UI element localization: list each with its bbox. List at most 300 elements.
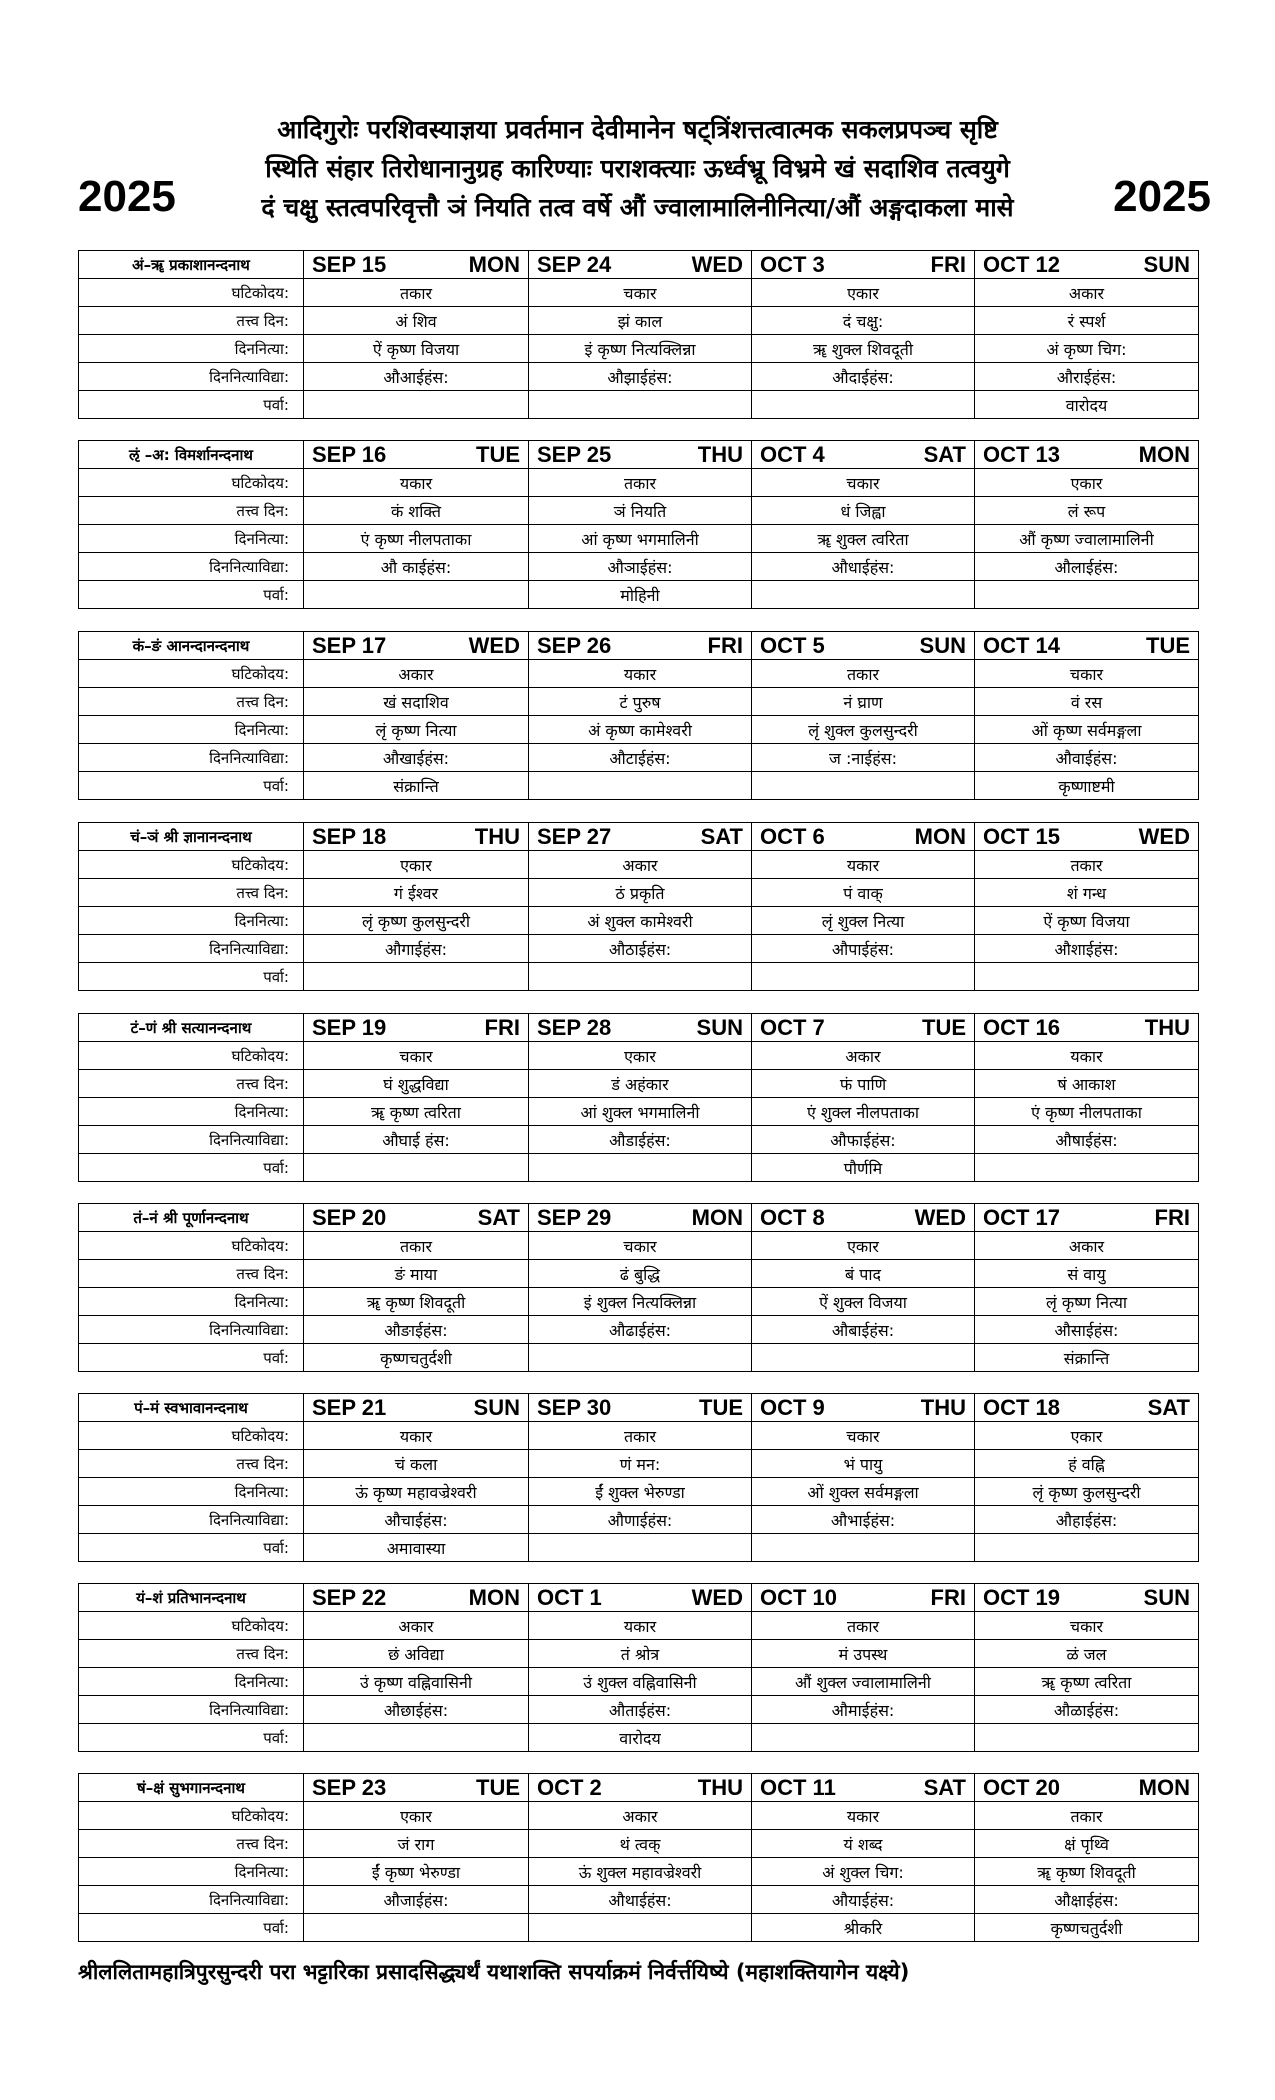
block-title: पं–मं स्वभावानन्दनाथ [79,1394,304,1422]
row-label: दिननित्या: [79,1288,304,1316]
table-row [79,1858,1199,1886]
row-label: पर्वा: [79,1344,304,1372]
header-line-1: आदिगुरोः परशिवस्याज्ञया प्रवर्तमान देवीमानेन षट्‌त्रिंशत्तत्वात्मक सकलप्रपञ्च सृष्टि [277,115,998,144]
row-label: दिननित्या: [79,716,304,744]
table-cell [304,581,529,609]
calendar-block [78,1773,1199,1942]
table-row [79,1830,1199,1858]
block-title: यं–शं प्रतिभानन्दनाथ [79,1584,304,1612]
day-weekday: SUN [1143,251,1190,277]
table-cell: पौर्णमि [752,1154,975,1182]
day-date: OCT 4 [760,441,825,467]
table-cell: सं वायु [975,1260,1199,1288]
row-label: दिननित्याविद्या: [79,744,304,772]
table-cell: तकार [529,469,752,497]
table-cell: एकार [975,469,1199,497]
day-header [975,1584,1199,1612]
table-cell: खं सदाशिव [304,688,529,716]
table-row [79,1450,1199,1478]
table-cell: औझाईहंस: [529,363,752,391]
day-date: OCT 16 [983,1014,1061,1040]
table-cell: एकार [752,1232,975,1260]
row-label: तत्त्व दिन: [79,497,304,525]
table-cell: औडाईहंस: [529,1126,752,1154]
table-cell: ञं नियति [529,497,752,525]
table-cell: वं रस [975,688,1199,716]
table-cell: ॠ कृष्ण शिवदूती [304,1288,529,1316]
day-date: OCT 14 [983,632,1061,658]
table-row [79,1506,1199,1534]
day-date: OCT 11 [760,1774,836,1800]
calendar-block [78,250,1199,419]
block-header-row [79,632,1199,660]
table-cell: एकार [304,1802,529,1830]
table-row [79,1696,1199,1724]
day-date: SEP 24 [537,251,612,277]
day-header [752,1014,975,1042]
table-cell: अमावास्या [304,1534,529,1562]
day-header [752,1584,975,1612]
day-weekday: SUN [696,1014,743,1040]
day-weekday: SAT [1147,1394,1190,1420]
table-cell [529,391,752,419]
table-row [79,363,1199,391]
table-row [79,1668,1199,1696]
day-header [752,251,975,279]
table-row [79,525,1199,553]
table-cell: औछाईहंस: [304,1696,529,1724]
table-cell: ङं माया [304,1260,529,1288]
block-title: ऌं –अ: विमर्शानन्दनाथ [79,441,304,469]
header-line-2: स्थिति संहार तिरोधानानुग्रह कारिण्याः पराशक्त्याः ऊर्ध्वभ्रू विभ्रमे खं सदाशिव तत्वयुगे [265,154,1010,183]
table-cell: औआईहंस: [304,363,529,391]
table-cell: थं त्वक् [529,1830,752,1858]
table-cell: यं शब्द [752,1830,975,1858]
table-cell: औङाईहंस: [304,1316,529,1344]
day-weekday: TUE [699,1394,743,1420]
calendar-block [78,1583,1199,1752]
row-label: दिननित्या: [79,525,304,553]
table-cell: यकार [529,660,752,688]
header-line-3: दं चक्षु स्तत्वपरिवृत्तौ ञं नियति तत्व वर्षे औं ज्वालामालिनीनित्या/औं अङ्गदाकला मासे [261,193,1014,222]
day-weekday: THU [697,441,743,467]
block-header-row [79,1204,1199,1232]
day-date: OCT 7 [760,1014,825,1040]
day-date: SEP 30 [537,1394,612,1420]
day-date: SEP 21 [312,1394,387,1420]
day-weekday: FRI [707,632,743,658]
table-cell [752,391,975,419]
day-date: OCT 19 [983,1584,1061,1610]
day-header [529,441,752,469]
day-header [752,441,975,469]
table-row [79,1232,1199,1260]
table-cell: औळाईहंस: [975,1696,1199,1724]
table-cell: औबाईहंस: [752,1316,975,1344]
table-cell: ठं प्रकृति [529,879,752,907]
row-label: तत्त्व दिन: [79,1830,304,1858]
day-weekday: SAT [923,441,966,467]
table-cell: चकार [529,279,752,307]
table-row [79,907,1199,935]
table-cell: तकार [529,1422,752,1450]
row-label: तत्त्व दिन: [79,688,304,716]
day-weekday: TUE [476,1774,520,1800]
table-cell: लं रूप [975,497,1199,525]
table-row [79,772,1199,800]
day-weekday: MON [1138,1774,1190,1800]
table-cell: एकार [529,1042,752,1070]
table-cell: कृष्णचतुर्दशी [304,1344,529,1372]
day-date: SEP 26 [537,632,612,658]
day-header [975,441,1199,469]
table-cell: मं उपस्थ [752,1640,975,1668]
day-header [529,823,752,851]
table-cell: औहाईहंस: [975,1506,1199,1534]
year-left: 2025 [78,172,176,221]
table-cell: षं आकाश [975,1070,1199,1098]
table-cell: ॠ कृष्ण शिवदूती [975,1858,1199,1886]
table-cell: अकार [304,660,529,688]
table-cell: औघाई हंस: [304,1126,529,1154]
row-label: घटिकोदय: [79,1232,304,1260]
row-label: घटिकोदय: [79,851,304,879]
block-header-row [79,1584,1199,1612]
day-date: OCT 10 [760,1584,838,1610]
table-row [79,391,1199,419]
table-cell: उं शुक्ल वह्निवासिनी [529,1668,752,1696]
row-label: घटिकोदय: [79,1612,304,1640]
table-cell: औधाईहंस: [752,553,975,581]
row-label: दिननित्या: [79,1098,304,1126]
day-date: SEP 25 [537,441,612,467]
row-label: तत्त्व दिन: [79,1070,304,1098]
table-row [79,1260,1199,1288]
table-cell: इं शुक्ल नित्यक्लिन्ना [529,1288,752,1316]
table-cell: यकार [304,469,529,497]
day-weekday: SAT [477,1204,520,1230]
table-cell: यकार [752,1802,975,1830]
table-cell [529,1914,752,1942]
row-label: दिननित्या: [79,907,304,935]
day-date: SEP 16 [312,441,387,467]
day-weekday: THU [697,1774,743,1800]
table-row [79,1802,1199,1830]
day-date: SEP 19 [312,1014,387,1040]
table-cell: अं शुक्ल चिग: [752,1858,975,1886]
block-header-row [79,251,1199,279]
row-label: दिननित्या: [79,1858,304,1886]
table-cell: ळं जल [975,1640,1199,1668]
table-cell: औचाईहंस: [304,1506,529,1534]
table-cell: तकार [304,279,529,307]
table-cell: एकार [752,279,975,307]
day-header [304,441,529,469]
table-cell: औथाईहंस: [529,1886,752,1914]
table-cell: अकार [975,279,1199,307]
day-date: SEP 22 [312,1584,387,1610]
row-label: दिननित्याविद्या: [79,1316,304,1344]
table-row [79,1042,1199,1070]
table-cell: वारोदय [975,391,1199,419]
table-cell: औजाईहंस: [304,1886,529,1914]
table-row [79,335,1199,363]
block-header-row [79,1394,1199,1422]
row-label: घटिकोदय: [79,1042,304,1070]
block-header-row [79,441,1199,469]
day-date: OCT 9 [760,1394,825,1420]
table-row [79,1478,1199,1506]
table-cell [529,772,752,800]
table-row [79,469,1199,497]
table-cell: शं गन्ध [975,879,1199,907]
table-row [79,744,1199,772]
table-cell: तकार [752,1612,975,1640]
table-row [79,307,1199,335]
year-right: 2025 [1113,172,1211,221]
table-cell: लृं कृष्ण नित्या [304,716,529,744]
day-weekday: SUN [1143,1584,1190,1610]
table-row [79,497,1199,525]
table-cell [529,1534,752,1562]
table-cell: औलाईहंस: [975,553,1199,581]
table-cell: औभाईहंस: [752,1506,975,1534]
table-cell: औराईहंस: [975,363,1199,391]
day-header [529,1584,752,1612]
day-header [304,823,529,851]
table-cell [752,581,975,609]
row-label: दिननित्याविद्या: [79,1126,304,1154]
calendar-block [78,1013,1199,1182]
table-row [79,1914,1199,1942]
day-weekday: MON [1138,441,1190,467]
day-weekday: MON [468,251,520,277]
table-cell: औदाईहंस: [752,363,975,391]
day-weekday: THU [474,823,520,849]
table-cell [304,391,529,419]
table-cell: औसाईहंस: [975,1316,1199,1344]
table-cell: यकार [529,1612,752,1640]
day-weekday: MON [468,1584,520,1610]
row-label: दिननित्या: [79,335,304,363]
calendar-block [78,440,1199,609]
day-weekday: WED [1138,823,1190,849]
table-row [79,1344,1199,1372]
table-cell: औ काईहंस: [304,553,529,581]
table-cell: ॠ कृष्ण त्वरिता [975,1668,1199,1696]
table-cell: रं स्पर्श [975,307,1199,335]
day-date: OCT 20 [983,1774,1061,1800]
table-cell [752,963,975,991]
table-cell: यकार [752,851,975,879]
table-cell: संक्रान्ति [304,772,529,800]
row-label: घटिकोदय: [79,279,304,307]
row-label: पर्वा: [79,1534,304,1562]
row-label: दिननित्याविद्या: [79,935,304,963]
table-cell: संक्रान्ति [975,1344,1199,1372]
day-header [975,251,1199,279]
block-title: षं–क्षं सुभगानन्दनाथ [79,1774,304,1802]
day-header [975,1204,1199,1232]
day-date: OCT 17 [983,1204,1061,1230]
day-date: OCT 6 [760,823,825,849]
table-cell: ज :नाईहंस: [752,744,975,772]
day-header [975,1774,1199,1802]
table-cell [975,1154,1199,1182]
block-title: टं–णं श्री सत्यानन्दनाथ [79,1014,304,1042]
table-row [79,1612,1199,1640]
table-cell: औं कृष्ण ज्वालामालिनी [975,525,1199,553]
table-cell: आं कृष्ण भगमालिनी [529,525,752,553]
table-cell: हं वह्नि [975,1450,1199,1478]
row-label: पर्वा: [79,963,304,991]
day-header [975,823,1199,851]
row-label: घटिकोदय: [79,1802,304,1830]
table-cell [975,581,1199,609]
table-cell: पं वाक् [752,879,975,907]
table-cell: कं शक्ति [304,497,529,525]
calendar-block [78,822,1199,991]
row-label: घटिकोदय: [79,660,304,688]
day-date: OCT 12 [983,251,1061,277]
table-cell: ॠ शुक्ल शिवदूती [752,335,975,363]
calendar-block [78,631,1199,800]
footer-text: श्रीललितामहात्रिपुरसुन्दरी परा भट्टारिका प्रसादसिद्ध्यर्थं यथाशक्ति सपर्याक्रमं निर्वर्त्तयिष्ये (महाशक्तियागेन यक्ष्ये) [78,1960,910,1984]
table-row [79,1316,1199,1344]
day-date: OCT 3 [760,251,825,277]
day-header [975,1014,1199,1042]
table-row [79,1070,1199,1098]
day-header [529,1774,752,1802]
day-header [304,1584,529,1612]
day-weekday: FRI [1154,1204,1190,1230]
table-cell: चकार [752,469,975,497]
row-label: दिननित्याविद्या: [79,553,304,581]
day-date: SEP 29 [537,1204,612,1230]
day-header [304,1014,529,1042]
table-cell: औपाईहंस: [752,935,975,963]
table-cell: णं मन: [529,1450,752,1478]
table-row [79,879,1199,907]
table-cell: अकार [529,1802,752,1830]
table-cell: चकार [975,1612,1199,1640]
table-cell: इं कृष्ण नित्यक्लिन्ना [529,335,752,363]
day-weekday: MON [691,1204,743,1230]
table-row [79,1886,1199,1914]
table-cell: एं कृष्ण नीलपताका [975,1098,1199,1126]
day-header [752,823,975,851]
row-label: पर्वा: [79,581,304,609]
table-cell: नं घ्राण [752,688,975,716]
day-date: OCT 15 [983,823,1061,849]
row-label: पर्वा: [79,1154,304,1182]
table-cell: घं शुद्धविद्या [304,1070,529,1098]
calendar-block [78,1393,1199,1562]
table-cell: तकार [975,1802,1199,1830]
table-row [79,688,1199,716]
table-row [79,1154,1199,1182]
day-date: OCT 2 [537,1774,602,1800]
block-title: कं–ङं आनन्दानन्दनाथ [79,632,304,660]
row-label: तत्त्व दिन: [79,1260,304,1288]
day-weekday: FRI [930,251,966,277]
row-label: तत्त्व दिन: [79,1450,304,1478]
table-row [79,581,1199,609]
table-cell [752,1534,975,1562]
table-cell [975,963,1199,991]
table-cell: औवाईहंस: [975,744,1199,772]
table-row [79,935,1199,963]
day-date: SEP 15 [312,251,387,277]
table-cell: ऊं कृष्ण महावज्रेश्वरी [304,1478,529,1506]
row-label: दिननित्या: [79,1668,304,1696]
table-row [79,1098,1199,1126]
table-cell: ढं बुद्धि [529,1260,752,1288]
day-header [752,1204,975,1232]
table-cell: तकार [975,851,1199,879]
table-row [79,851,1199,879]
table-cell: औणाईहंस: [529,1506,752,1534]
table-cell: श्रीकरि [752,1914,975,1942]
table-cell: आं शुक्ल भगमालिनी [529,1098,752,1126]
row-label: दिननित्याविद्या: [79,1506,304,1534]
table-cell: औफाईहंस: [752,1126,975,1154]
table-cell: औमाईहंस: [752,1696,975,1724]
row-label: पर्वा: [79,1724,304,1752]
day-header [975,632,1199,660]
table-cell [304,1914,529,1942]
table-cell [304,1154,529,1182]
day-weekday: SUN [473,1394,520,1420]
table-cell: लृं कृष्ण कुलसुन्दरी [975,1478,1199,1506]
table-cell: बं पाद [752,1260,975,1288]
day-header [304,632,529,660]
table-cell: डं अहंकार [529,1070,752,1098]
table-cell [304,1724,529,1752]
row-label: तत्त्व दिन: [79,307,304,335]
table-cell: औगाईहंस: [304,935,529,963]
table-cell: औखाईहंस: [304,744,529,772]
table-cell: दं चक्षु: [752,307,975,335]
table-cell: ओं शुक्ल सर्वमङ्गला [752,1478,975,1506]
table-cell: ऐं शुक्ल विजया [752,1288,975,1316]
day-date: SEP 18 [312,823,387,849]
table-cell: औठाईहंस: [529,935,752,963]
table-cell: एकार [975,1422,1199,1450]
table-cell: गं ईश्वर [304,879,529,907]
calendar-block [78,1203,1199,1372]
table-row [79,660,1199,688]
table-cell: टं पुरुष [529,688,752,716]
table-cell: तं श्रोत्र [529,1640,752,1668]
table-cell: औताईहंस: [529,1696,752,1724]
table-cell: एकार [304,851,529,879]
table-cell [752,1344,975,1372]
row-label: पर्वा: [79,772,304,800]
day-weekday: TUE [476,441,520,467]
table-cell: एं कृष्ण नीलपताका [304,525,529,553]
row-label: दिननित्याविद्या: [79,1696,304,1724]
row-label: पर्वा: [79,1914,304,1942]
table-cell: चकार [752,1422,975,1450]
day-date: OCT 5 [760,632,825,658]
row-label: पर्वा: [79,391,304,419]
day-date: SEP 20 [312,1204,387,1230]
day-date: SEP 23 [312,1774,387,1800]
table-cell [975,1534,1199,1562]
table-cell: औं शुक्ल ज्वालामालिनी [752,1668,975,1696]
table-row [79,1534,1199,1562]
